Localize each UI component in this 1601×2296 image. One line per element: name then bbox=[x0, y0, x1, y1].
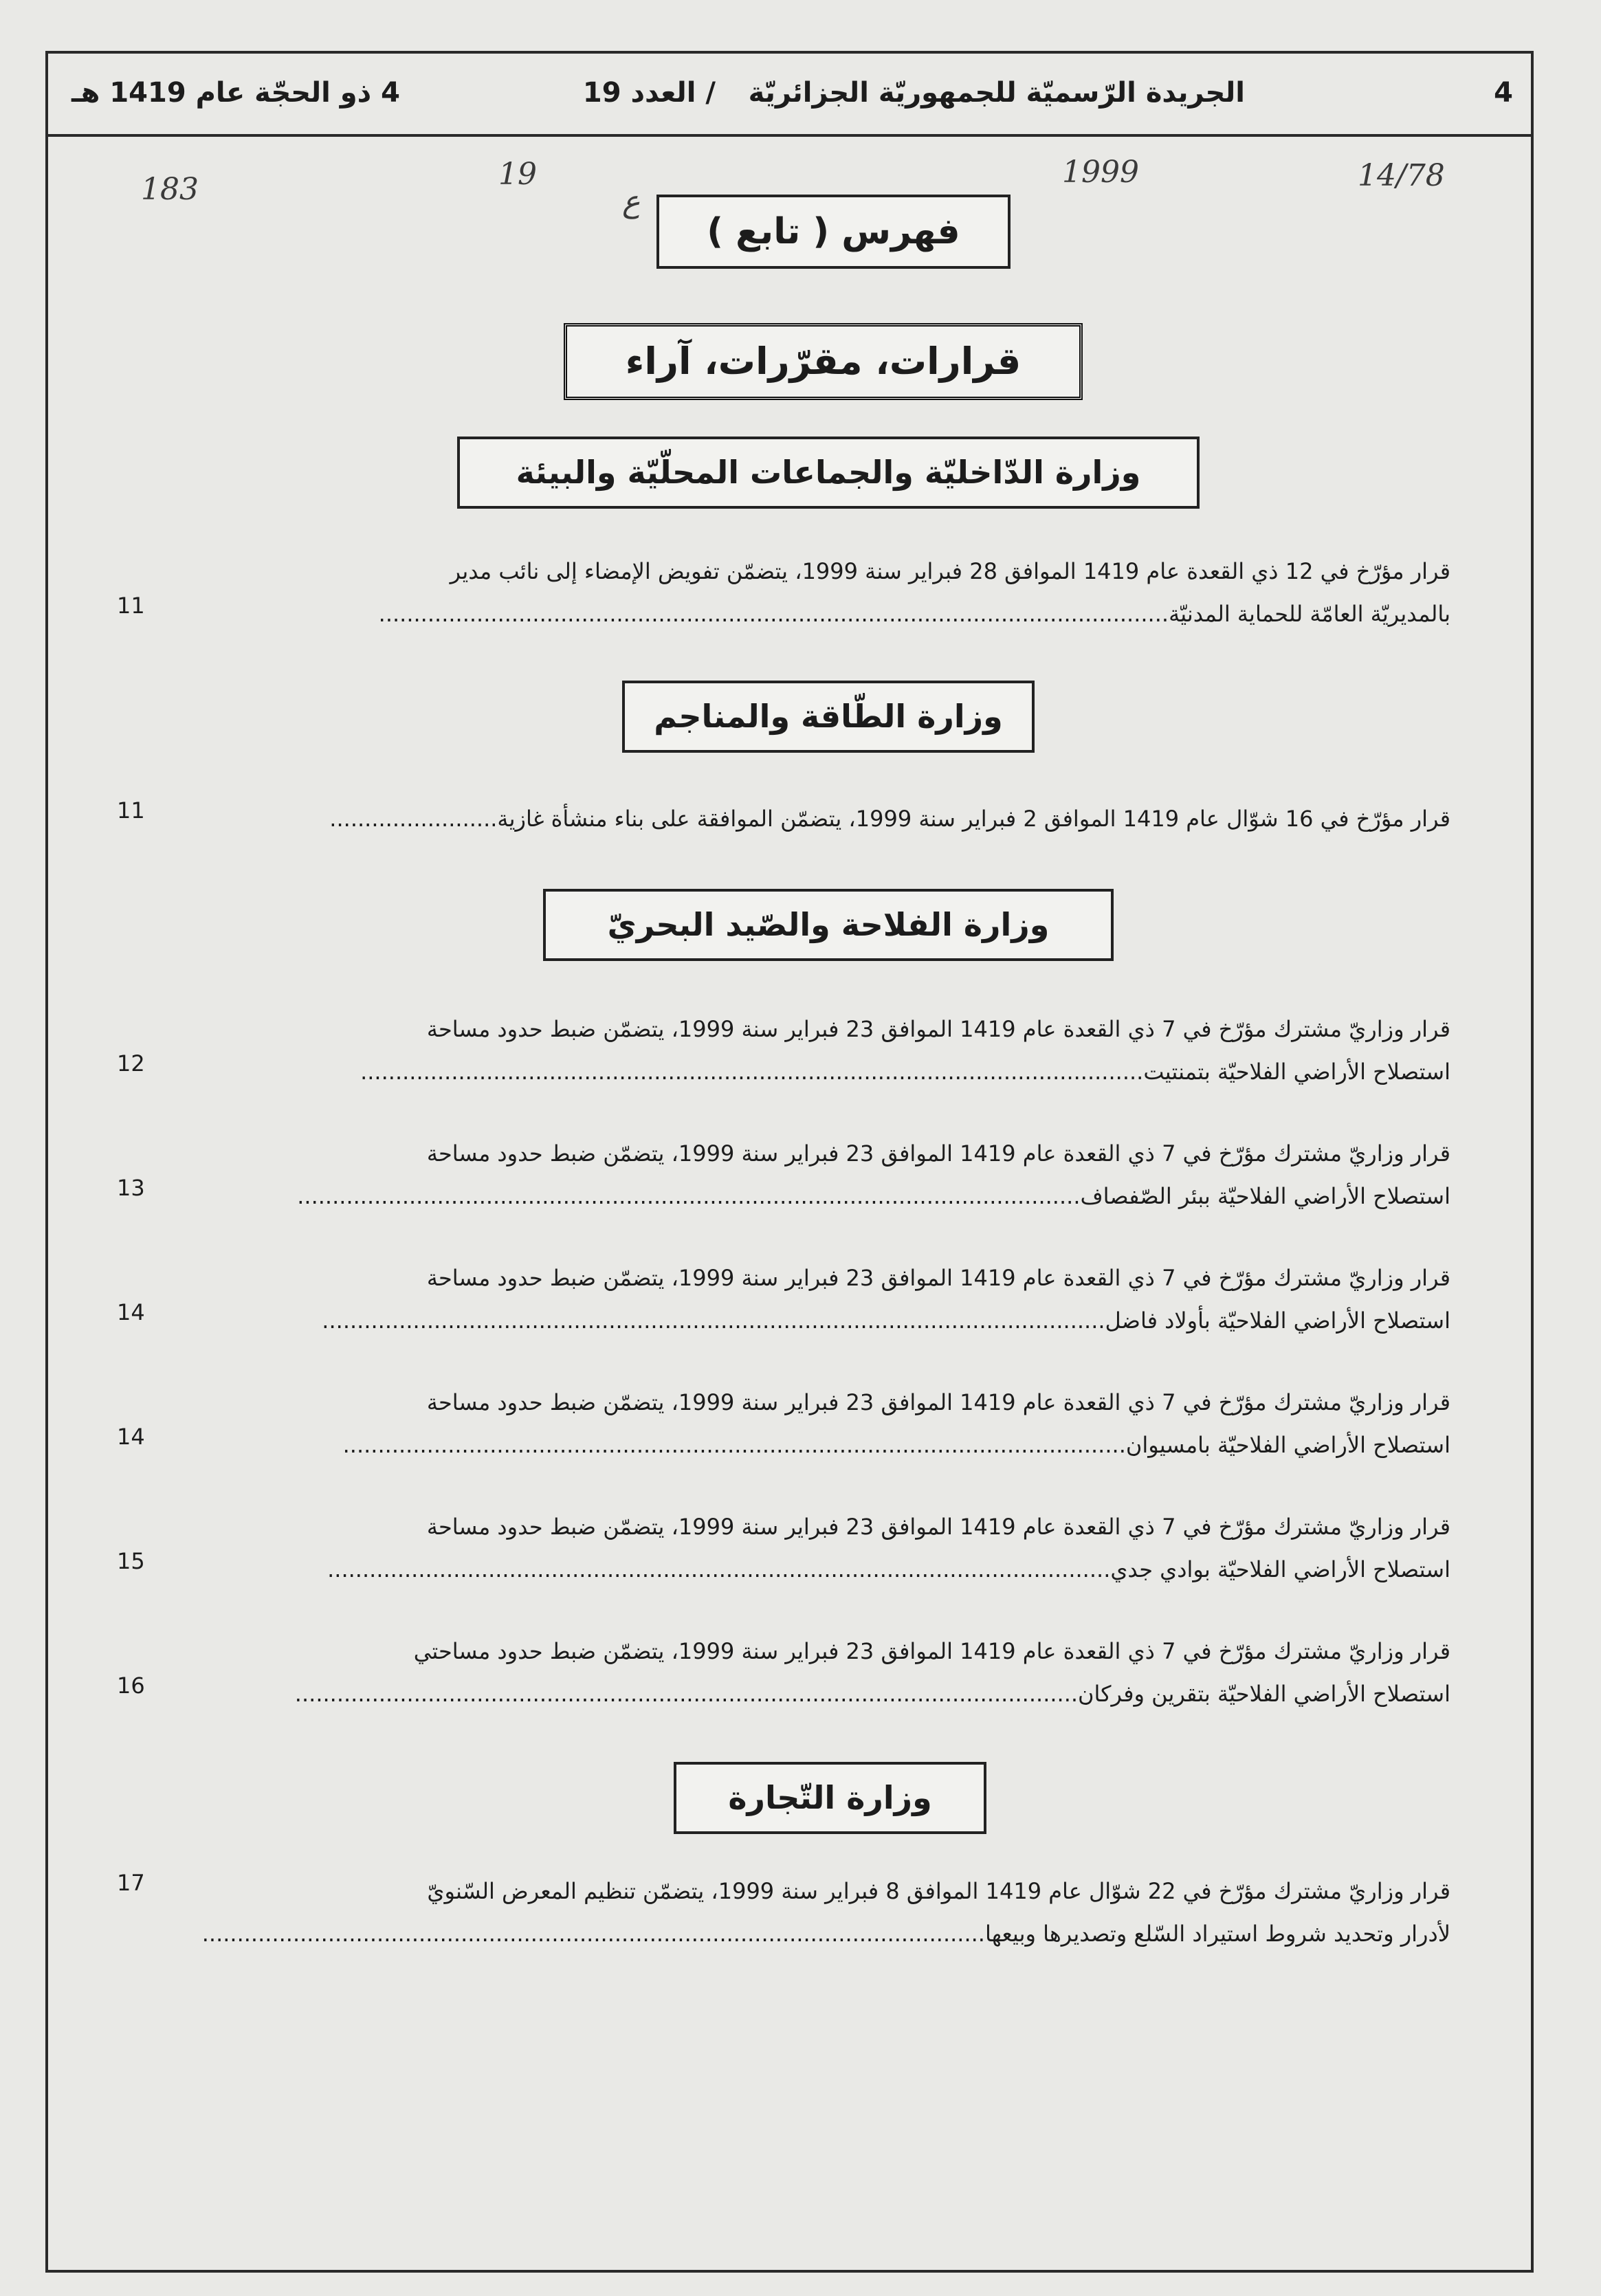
hijri-date: 4 ذو الحجّة عام 1419 هـ bbox=[71, 77, 400, 109]
page-ref: 11 bbox=[117, 797, 145, 824]
index-entry: قرار وزاريّ مشترك مؤرّخ في 7 ذي القعدة عام 1419 الموافق 23 فبراير سنة 1999، يتضمّن ضبط حدود مساحة استصلاح الأراضي الفلاحيّة بتمنتيت................................................................................................................ 12 bbox=[117, 1016, 1450, 1085]
page-ref: 16 bbox=[117, 1673, 145, 1699]
ministry-heading: وزارة الدّاخليّة والجماعات المحلّيّة والبيئة bbox=[457, 437, 1200, 509]
page-number: 4 bbox=[1494, 77, 1513, 109]
index-entry: قرار وزاريّ مشترك مؤرّخ في 7 ذي القعدة عام 1419 الموافق 23 فبراير سنة 1999، يتضمّن ضبط حدود مساحة استصلاح الأراضي الفلاحيّة ببئر الصّفصاف................................................................................................................ 13 bbox=[117, 1140, 1450, 1209]
handwritten-note: 19 bbox=[498, 157, 537, 192]
handwritten-note: 183 bbox=[141, 172, 199, 207]
index-entry: قرار مؤرّخ في 12 ذي القعدة عام 1419 الموافق 28 فبراير سنة 1999، يتضمّن تفويض الإمضاء إلى نائب مدير بالمديريّة العامّة للحماية المدنيّة................................................................................................................. 11 bbox=[117, 558, 1450, 627]
page-ref: 12 bbox=[117, 1050, 145, 1077]
page-ref: 15 bbox=[117, 1548, 145, 1574]
ministry-heading: وزارة التّجارة bbox=[674, 1762, 986, 1834]
page-ref: 14 bbox=[117, 1424, 145, 1450]
page-ref: 11 bbox=[117, 593, 145, 619]
page-header bbox=[45, 51, 1534, 137]
ministry-heading: وزارة الفلاحة والصّيد البحريّ bbox=[543, 889, 1114, 961]
index-title: فهرس ( تابع ) bbox=[656, 195, 1011, 269]
journal-name: الجريدة الرّسميّة للجمهوريّة الجزائريّة bbox=[748, 77, 1245, 109]
page-ref: 13 bbox=[117, 1175, 145, 1201]
index-entry: قرار وزاريّ مشترك مؤرّخ في 7 ذي القعدة عام 1419 الموافق 23 فبراير سنة 1999، يتضمّن ضبط حدود مساحة استصلاح الأراضي الفلاحيّة بوادي جدي................................................................................................................ 15 bbox=[117, 1514, 1450, 1582]
page-ref: 17 bbox=[117, 1870, 145, 1896]
ministry-heading: وزارة الطّاقة والمناجم bbox=[622, 681, 1035, 753]
handwritten-note: 1999 bbox=[1062, 155, 1139, 190]
handwritten-note: ع bbox=[622, 184, 641, 219]
index-entry: قرار وزاريّ مشترك مؤرّخ في 7 ذي القعدة عام 1419 الموافق 23 فبراير سنة 1999، يتضمّن ضبط حدود مساحة استصلاح الأراضي الفلاحيّة بامسيوان................................................................................................................ 14 bbox=[117, 1389, 1450, 1458]
index-entry: قرار مؤرّخ في 16 شوّال عام 1419 الموافق 2 فبراير سنة 1999، يتضمّن الموافقة على بناء منشأة غازية........................ 11 bbox=[117, 797, 1450, 832]
page-ref: 14 bbox=[117, 1299, 145, 1325]
handwritten-note: 14/78 bbox=[1358, 158, 1445, 193]
index-entry: قرار وزاريّ مشترك مؤرّخ في 7 ذي القعدة عام 1419 الموافق 23 فبراير سنة 1999، يتضمّن ضبط حدود مساحتي استصلاح الأراضي الفلاحيّة بتقرين وفركان................................................................................................................ 16 bbox=[117, 1638, 1450, 1707]
issue-number: / العدد 19 bbox=[582, 77, 716, 109]
section-title: قرارات، مقرّرات، آراء bbox=[564, 323, 1083, 400]
index-entry: قرار وزاريّ مشترك مؤرّخ في 22 شوّال عام 1419 الموافق 8 فبراير سنة 1999، يتضمّن تنظيم المعرض السّنويّ لأدرار وتحديد شروط استيراد السّلع وتصديرها وبيعها................................................................................................................ 17 bbox=[117, 1870, 1450, 1947]
index-entry: قرار وزاريّ مشترك مؤرّخ في 7 ذي القعدة عام 1419 الموافق 23 فبراير سنة 1999، يتضمّن ضبط حدود مساحة استصلاح الأراضي الفلاحيّة بأولاد فاضل................................................................................................................ 14 bbox=[117, 1265, 1450, 1334]
